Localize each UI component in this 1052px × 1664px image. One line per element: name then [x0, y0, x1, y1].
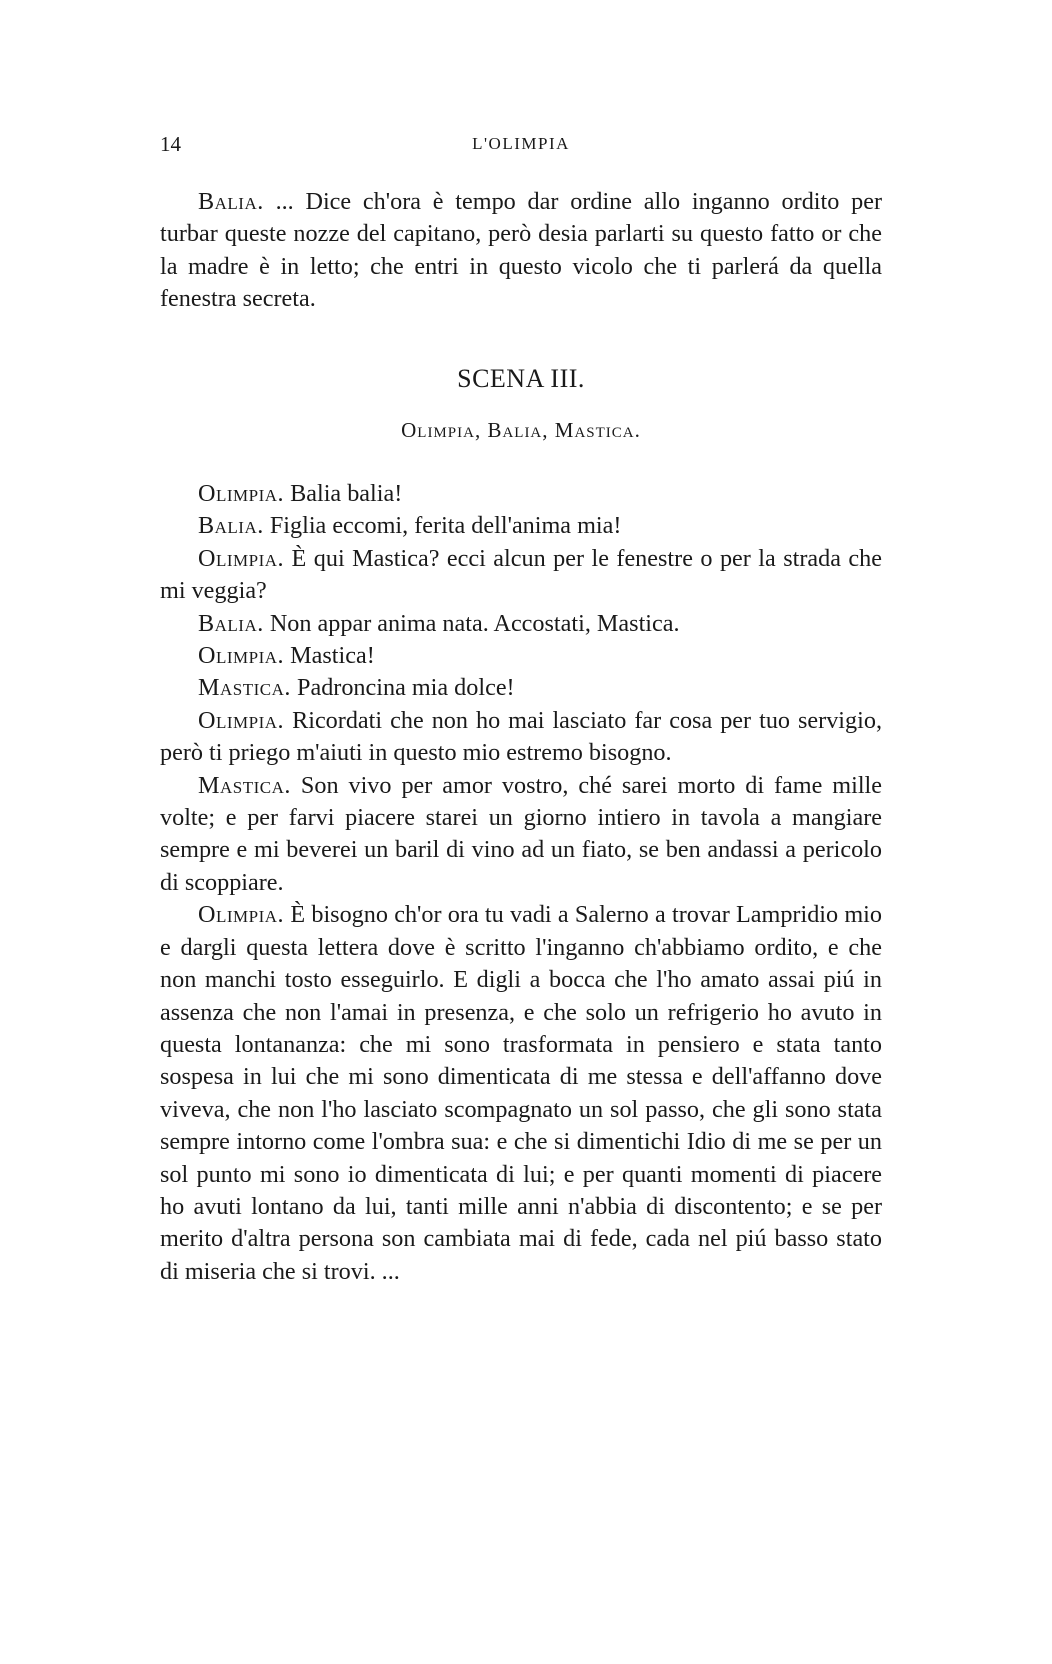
speaker-name: Balia. — [198, 512, 264, 540]
opening-passage — [160, 186, 882, 316]
scene-characters: Olimpia, Balia, Mastica. — [401, 418, 641, 442]
dialogue-text: Mastica! — [284, 642, 375, 670]
dialogue-text: Non appar anima nata. Accostati, Mastica. — [263, 609, 680, 637]
speaker-name: Olimpia. — [198, 480, 285, 507]
dialogue-text: È bisogno ch'or ora tu vadi a Salerno a trovar Lampridio mio e dargli questa lettera dove è scritto l'inganno ch'abbiamo ordito, e che non manchi tosto esseguirlo. E digli a bocca che l'ho amato assai piú in assenza che non l'amai in presenza, e che solo un refrigerio ho avuto in questa lontananza: che mi sono trasformata in pensiero e stata tanto sospesa in lui che mi sono dimenticata di me stessa e dell'affanno dove viveva, che non l'ho lasciato scompagnato un sol passo, che gli sono stata sempre intorno come l'ombra sua: e che si dimentichi Idio di me se per un sol punto mi sono io dimenticata di lui; e per quanti momenti di piacere ho avuti lontano da lui, tanti mille anni n'abbia di discontento; e se per merito d'altra persona son cambiata mai di fede, cada nel piú basso stato di miseria che si trovi. ... — [160, 901, 882, 1285]
dialogue-paragraph — [160, 510, 882, 542]
speaker-name: Olimpia. — [198, 642, 285, 670]
dialogue-paragraph — [160, 186, 882, 316]
dialogue-paragraph — [160, 640, 882, 672]
dialogue-text: Balia balia! — [284, 480, 403, 507]
dialogue-paragraph — [160, 478, 882, 510]
dialogue-text: Figlia eccomi, ferita dell'anima mia! — [263, 512, 622, 540]
speaker-name: Mastica. — [198, 771, 291, 799]
dialogue-paragraph — [160, 608, 882, 640]
dialogue-paragraph — [160, 899, 882, 1288]
dialogue-text: Ricordati che non ho mai lasciato far cosa per tuo servigio, però ti priego m'aiuti in questo mio estremo bisogno. — [160, 706, 882, 767]
dialogue-paragraph — [160, 705, 882, 770]
dialogue-text: Padroncina mia dolce! — [290, 674, 515, 702]
dialogue-text: È qui Mastica? ecci alcun per le fenestre o per la strada che mi veggia? — [160, 544, 882, 605]
scene-dialogue — [160, 478, 882, 1288]
dialogue-text: ... Dice ch'ora è tempo dar ordine allo inganno ordito per turbar queste nozze del capitano, però desia parlarti su questo fatto or che la madre è in letto; che entri in questo vicolo che ti parlerá da quella fenestra secreta. — [160, 188, 882, 313]
speaker-name: Balia. — [198, 609, 264, 637]
speaker-name: Olimpia. — [198, 544, 285, 572]
dialogue-paragraph — [160, 770, 882, 900]
speaker-name: Olimpia. — [198, 901, 285, 929]
page-number: 14 — [160, 132, 181, 156]
speaker-name: Olimpia. — [198, 706, 285, 734]
dialogue-paragraph — [160, 543, 882, 608]
running-head — [160, 132, 882, 162]
dialogue-paragraph — [160, 672, 882, 704]
scene-title: SCENA III. — [457, 364, 585, 393]
running-title: L'OLIMPIA — [472, 134, 570, 153]
speaker-name: Balia. — [198, 188, 264, 215]
speaker-name: Mastica. — [198, 674, 291, 702]
dialogue-text: Son vivo per amor vostro, ché sarei morto di fame mille volte; e per farvi piacere starei un giorno intiero in tavola a mangiare sempre e mi beverei un baril di vino ad un fiato, se ben andassi a pericolo di scoppiare. — [160, 771, 882, 896]
